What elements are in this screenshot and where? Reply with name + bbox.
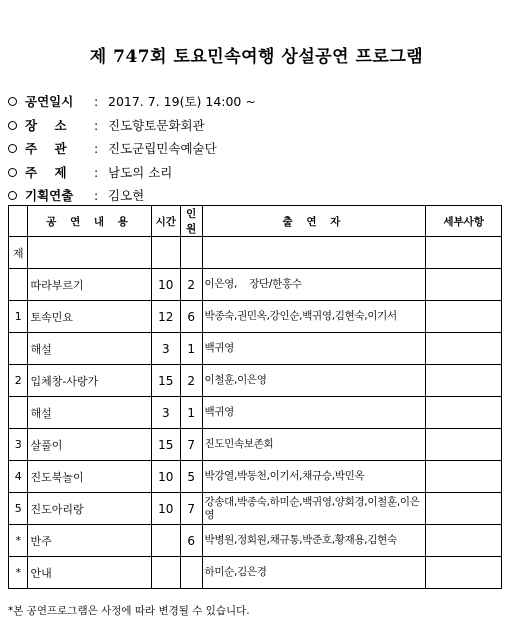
circle-bullet-icon (8, 144, 17, 153)
info-label-director: 기획연출 (25, 188, 74, 203)
row-content (28, 237, 151, 269)
header-content: 공 연 내 용 (28, 206, 151, 237)
table-row (9, 525, 502, 557)
info-value-organizer: 진도군립민속예술단 (108, 141, 217, 156)
row-notes (426, 333, 502, 365)
row-notes (426, 461, 502, 493)
info-row-organizer (8, 137, 498, 161)
row-no: 5 (9, 493, 28, 525)
row-people: 2 (180, 269, 202, 301)
row-performers: 박강열,박동천,이기서,채규승,박민옥 (202, 461, 426, 493)
table-row (9, 301, 502, 333)
table-header-row (9, 206, 502, 237)
row-people: 5 (180, 461, 202, 493)
row-content: 반주 (28, 525, 151, 557)
circle-bullet-icon (8, 121, 17, 130)
info-colon: : (94, 188, 99, 203)
row-content: 살풀이 (28, 429, 151, 461)
table-row (9, 365, 502, 397)
row-performers: 강송대,박종숙,하미순,백귀영,양회경,이철훈,이은영 (202, 493, 426, 525)
row-no: 4 (9, 461, 28, 493)
row-no (9, 269, 28, 301)
row-notes (426, 301, 502, 333)
row-notes (426, 397, 502, 429)
table-row (9, 557, 502, 589)
row-people: 1 (180, 397, 202, 429)
info-row-theme (8, 161, 498, 185)
row-notes (426, 429, 502, 461)
row-time: 3 (151, 333, 180, 365)
row-people: 2 (180, 365, 202, 397)
row-performers: 진도민속보존회 (202, 429, 426, 461)
table-row (9, 397, 502, 429)
info-colon: : (94, 117, 99, 133)
row-notes (426, 557, 502, 589)
row-time (151, 237, 180, 269)
row-content: 따라부르기 (28, 269, 151, 301)
row-no: 2 (9, 365, 28, 397)
header-no (9, 206, 28, 237)
table-row (9, 429, 502, 461)
info-row-venue (8, 114, 498, 138)
row-time (151, 525, 180, 557)
row-performers (202, 237, 426, 269)
row-content: 해설 (28, 333, 151, 365)
circle-bullet-icon (8, 168, 17, 177)
row-performers: 백귀영 (202, 397, 426, 429)
row-people: 6 (180, 525, 202, 557)
row-content: 입체창-사랑가 (28, 365, 151, 397)
header-performers: 출 연 자 (202, 206, 426, 237)
row-content: 안내 (28, 557, 151, 589)
row-people (180, 557, 202, 589)
row-time (151, 557, 180, 589)
row-time: 3 (151, 397, 180, 429)
row-notes (426, 365, 502, 397)
table-row (9, 237, 502, 269)
row-no: * (9, 557, 28, 589)
row-time: 10 (151, 461, 180, 493)
info-row-date (8, 90, 498, 114)
row-people: 7 (180, 493, 202, 525)
info-colon: : (94, 164, 99, 180)
row-notes (426, 269, 502, 301)
info-colon: : (94, 94, 99, 109)
header-notes: 세부사항 (426, 206, 502, 237)
info-value-director: 김오현 (108, 188, 145, 203)
row-performers: 이철훈,이은영 (202, 365, 426, 397)
row-notes (426, 493, 502, 525)
row-notes (426, 525, 502, 557)
row-content: 진도아리랑 (28, 493, 151, 525)
row-no: * (9, 525, 28, 557)
row-performers: 하미순,김은경 (202, 557, 426, 589)
row-time: 12 (151, 301, 180, 333)
row-people: 1 (180, 333, 202, 365)
info-label-venue: 장 소 (25, 117, 67, 133)
row-time: 15 (151, 429, 180, 461)
row-content: 해설 (28, 397, 151, 429)
row-no: 3 (9, 429, 28, 461)
info-label-date: 공연일시 (25, 94, 74, 109)
info-label-organizer: 주 관 (25, 141, 67, 156)
row-performers: 이은영, 장단/한홍수 (202, 269, 426, 301)
footnote: *본 공연프로그램은 사정에 따라 변경될 수 있습니다. (8, 605, 250, 617)
info-label-theme: 주 제 (25, 164, 67, 180)
row-people: 6 (180, 301, 202, 333)
table-row (9, 493, 502, 525)
row-content: 진도북놀이 (28, 461, 151, 493)
row-content: 토속민요 (28, 301, 151, 333)
row-no (9, 333, 28, 365)
row-no (9, 397, 28, 429)
header-time: 시간 (151, 206, 180, 237)
info-colon: : (94, 141, 99, 156)
info-value-theme: 남도의 소리 (108, 164, 173, 180)
row-time: 10 (151, 269, 180, 301)
circle-bullet-icon (8, 191, 17, 200)
event-info (8, 90, 498, 208)
page-title: 제 747회 토요민속여행 상설공연 프로그램 (89, 47, 424, 67)
info-value-date: 2017. 7. 19(토) 14:00 ~ (108, 94, 256, 109)
header-people: 인원 (180, 206, 202, 237)
row-performers: 박종숙,권민옥,강인순,백귀영,김현숙,이기서 (202, 301, 426, 333)
table-row (9, 333, 502, 365)
table-row (9, 461, 502, 493)
row-no: 제 (9, 237, 28, 269)
info-value-venue: 진도향토문화회관 (108, 117, 205, 133)
row-notes (426, 237, 502, 269)
table-row (9, 269, 502, 301)
row-people (180, 237, 202, 269)
row-time: 10 (151, 493, 180, 525)
row-no: 1 (9, 301, 28, 333)
row-performers: 백귀영 (202, 333, 426, 365)
info-row-director (8, 184, 498, 208)
circle-bullet-icon (8, 97, 17, 106)
row-people: 7 (180, 429, 202, 461)
program-table (8, 205, 502, 589)
row-time: 15 (151, 365, 180, 397)
row-performers: 박병원,정회원,채규통,박준호,황재용,김현숙 (202, 525, 426, 557)
